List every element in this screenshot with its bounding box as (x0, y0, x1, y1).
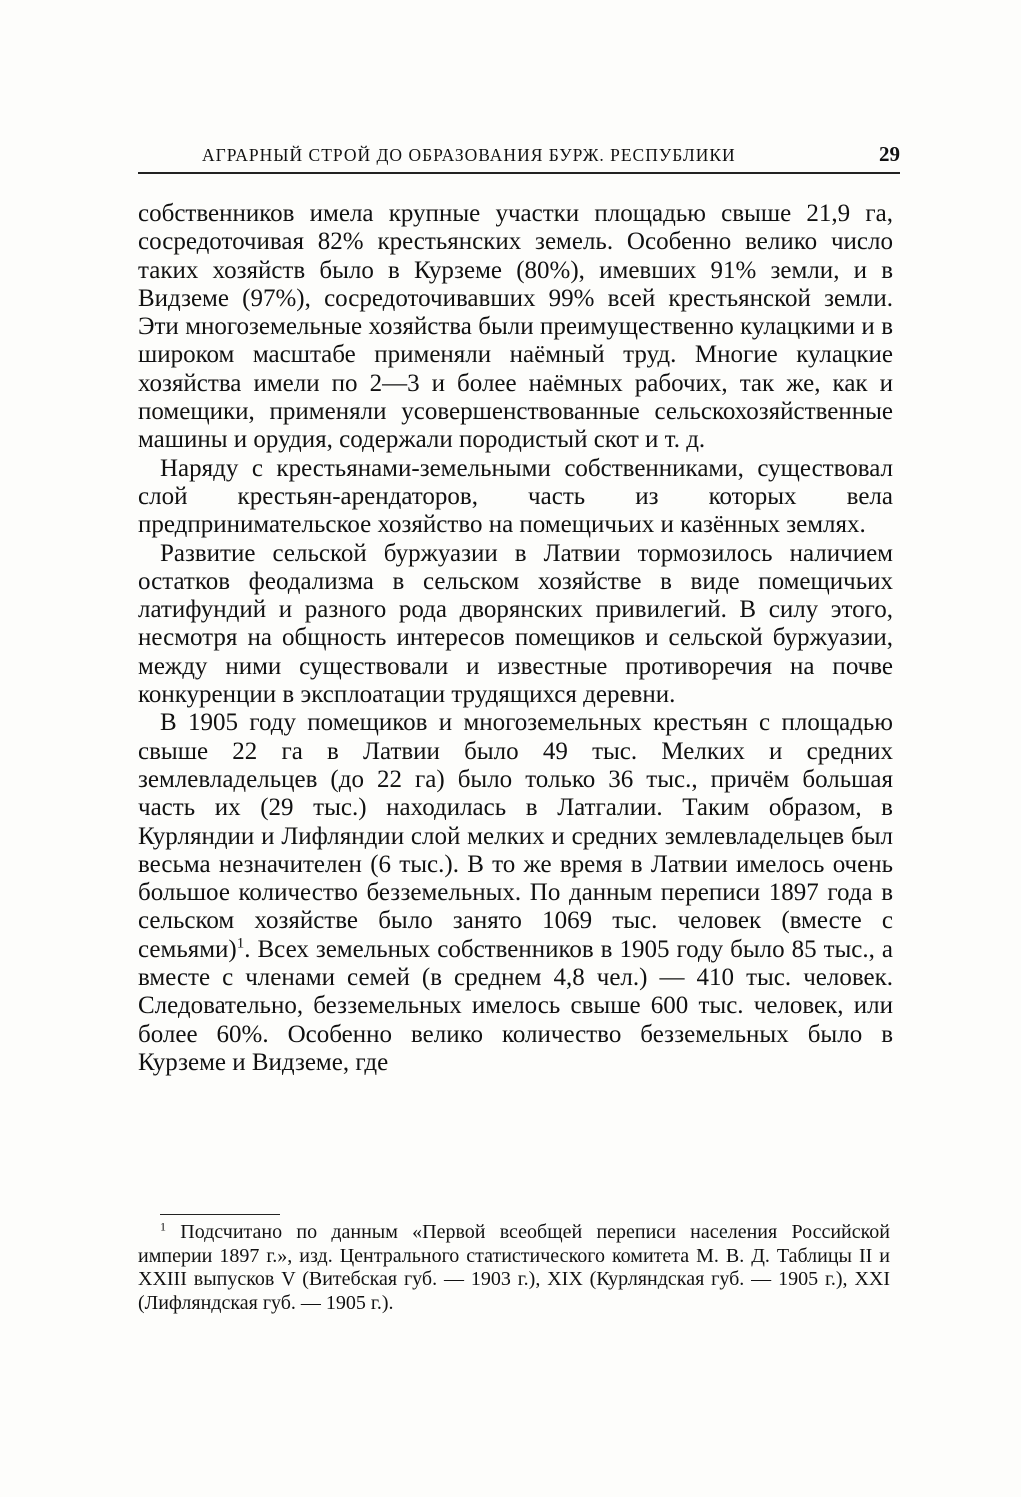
footnote-text: Подсчитано по данным «Первой всеобщей переписи населения Российской империи 1897 г.», изд. Центрального статистического комитета М. В. Д. Таблицы II и XXIII выпусков V (Витебская губ. — 1903 г.), XIX (Курляндская губ. — 1905 г.), XXI (Лифляндская губ. — 1905 г.). (138, 1221, 891, 1314)
paragraph-3: Развитие сельской буржуазии в Латвии тормозилось наличием остатков феодализма в сельском хозяйстве в виде помещичьих латифундий и разного рода дворянских привилегий. В силу этого, несмотря на общность интересов помещиков и сельской буржуазии, между ними существовали и известные противоречия на почве конкуренции в эксплоатации трудящихся деревни. (138, 539, 893, 709)
running-head-title: АГРАРНЫЙ СТРОЙ ДО ОБРАЗОВАНИЯ БУРЖ. РЕСПУБЛИКИ (202, 145, 736, 165)
footnote-mark: 1 (160, 1219, 166, 1234)
footnote-paragraph (138, 1221, 890, 1315)
paragraph-4-text-end: . Всех земельных собственников в 1905 году было 85 тыс., а вместе с членами семей (в среднем 4,8 чел.) — 410 тыс. человек. Следовательно, безземельных имелось свыше 600 тыс. человек, или более 60%. Особенно велико количество безземельных было в Курземе и Видземе, где (138, 935, 893, 1076)
header-rule (138, 172, 900, 174)
paragraph-2: Наряду с крестьянами-земельными собственниками, существовал слой крестьян-арендаторов, часть из которых вела предпринимательское хозяйство на помещичьих и казённых землях. (138, 454, 893, 539)
footnote-rule (160, 1214, 280, 1215)
page-number: 29 (879, 142, 900, 166)
running-head (138, 142, 900, 167)
body-text (138, 200, 893, 1077)
footnote (138, 1221, 890, 1315)
paragraph-4 (138, 709, 893, 1077)
paragraph-4-text-start: В 1905 году помещиков и многоземельных крестьян с площадью свыше 22 га в Латвии было 49 тыс. Мелких и средних землевладельцев (до 22 га) было только 36 тыс., причём большая часть их (29 тыс.) находилась в Латгалии. Таким образом, в Курляндии и Лифляндии слой мелких и средних землевладельцев был весьма незначителен (6 тыс.). В то же время в Латвии имелось очень большое количество безземельных. По данным переписи 1897 года в сельском хозяйстве было занято 1069 тыс. человек (вместе с семьями) (138, 709, 893, 963)
footnote-reference[interactable]: 1 (236, 935, 245, 952)
paragraph-1: собственников имела крупные участки площадью свыше 21,9 га, сосредоточивая 82% крестьянских земель. Особенно велико число таких хозяйств было в Курземе (80%), имевших 91% земли, и в Видземе (97%), сосредоточивавших 99% всей крестьянской земли. Эти многоземельные хозяйства были преимущественно кулацкими и в широком масштабе применяли наёмный труд. Многие кулацкие хозяйства имели по 2—3 и более наёмных рабочих, так же, как и помещики, применяли усовершенствованные сельскохозяйственные машины и орудия, содержали породистый скот и т. д. (138, 200, 893, 454)
